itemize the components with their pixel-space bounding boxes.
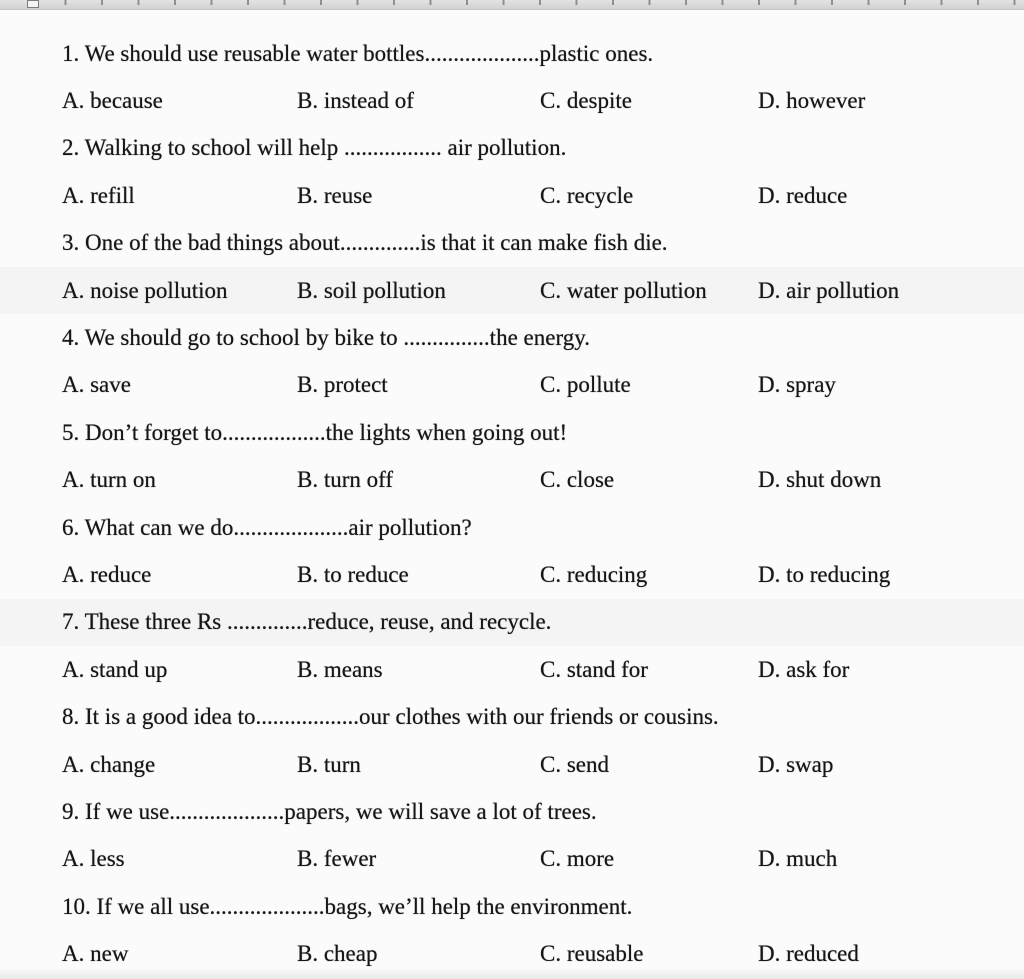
question-text: 4. We should go to school by bike to ...............the energy. [62,325,590,351]
scanned-worksheet-page [0,10,1024,979]
option-d: D. reduced [758,941,859,967]
option-b: B. protect [297,372,388,398]
question-line-9 [0,788,1024,835]
option-a: A. change [62,751,156,777]
option-d: D. swap [758,751,834,777]
question-line-8 [0,693,1024,740]
question-line-2 [0,125,1024,172]
option-a: A. reduce [62,561,152,587]
options-row-3 [0,267,1024,314]
option-c: C. despite [540,88,632,114]
question-text: 8. It is a good idea to..................our clothes with our friends or cousins. [62,704,719,730]
option-a: A. because [62,88,163,114]
options-row-8 [0,741,1024,788]
option-c: C. stand for [540,656,648,682]
question-text: 5. Don’t forget to..................the lights when going out! [62,419,568,445]
options-row-4 [0,362,1024,409]
option-c: C. more [540,846,615,872]
question-line-1 [0,30,1024,77]
option-b: B. turn [297,751,361,777]
option-c: C. water pollution [540,277,707,303]
option-c: C. send [540,751,609,777]
option-b: B. turn off [297,467,394,493]
option-d: D. however [758,88,866,114]
options-row-10 [0,930,1024,977]
option-a: A. stand up [62,656,168,682]
option-b: B. cheap [297,941,378,967]
question-text: 10. If we all use....................bags, we’ll help the environment. [62,893,633,919]
options-row-5 [0,457,1024,504]
option-b: B. means [297,656,383,682]
option-a: A. turn on [62,467,156,493]
option-a: A. refill [62,182,135,208]
question-text: 1. We should use reusable water bottles....................plastic ones. [62,40,654,66]
question-line-10 [0,883,1024,930]
question-line-5 [0,409,1024,456]
option-d: D. air pollution [758,277,900,303]
question-line-6 [0,504,1024,551]
options-row-7 [0,646,1024,693]
option-a: A. new [62,941,129,967]
question-text: 7. These three Rs ..............reduce, reuse, and recycle. [62,609,552,635]
options-row-6 [0,551,1024,598]
option-b: B. to reduce [297,561,409,587]
option-a: A. save [62,372,131,398]
horizontal-ruler[interactable] [0,0,1024,10]
option-d: D. much [758,846,838,872]
option-c: C. pollute [540,372,631,398]
question-text: 2. Walking to school will help ................. air pollution. [62,135,567,161]
question-line-3 [0,220,1024,267]
option-c: C. close [540,467,615,493]
option-c: C. recycle [540,182,634,208]
question-text: 3. One of the bad things about..............is that it can make fish die. [62,230,668,256]
option-a: A. less [62,846,125,872]
options-row-2 [0,172,1024,219]
option-d: D. shut down [758,467,882,493]
option-d: D. spray [758,372,836,398]
option-b: B. reuse [297,182,373,208]
option-b: B. instead of [297,88,414,114]
option-a: A. noise pollution [62,277,228,303]
option-d: D. ask for [758,656,850,682]
option-b: B. soil pollution [297,277,446,303]
options-row-9 [0,836,1024,883]
option-b: B. fewer [297,846,377,872]
question-text: 9. If we use....................papers, we will save a lot of trees. [62,798,597,824]
option-c: C. reducing [540,561,648,587]
option-d: D. to reducing [758,561,891,587]
question-line-4 [0,314,1024,361]
tab-stop-icon[interactable] [27,0,39,8]
question-line-7 [0,599,1024,646]
question-text: 6. What can we do....................air pollution? [62,514,472,540]
option-c: C. reusable [540,941,644,967]
options-row-1 [0,77,1024,124]
option-d: D. reduce [758,182,848,208]
